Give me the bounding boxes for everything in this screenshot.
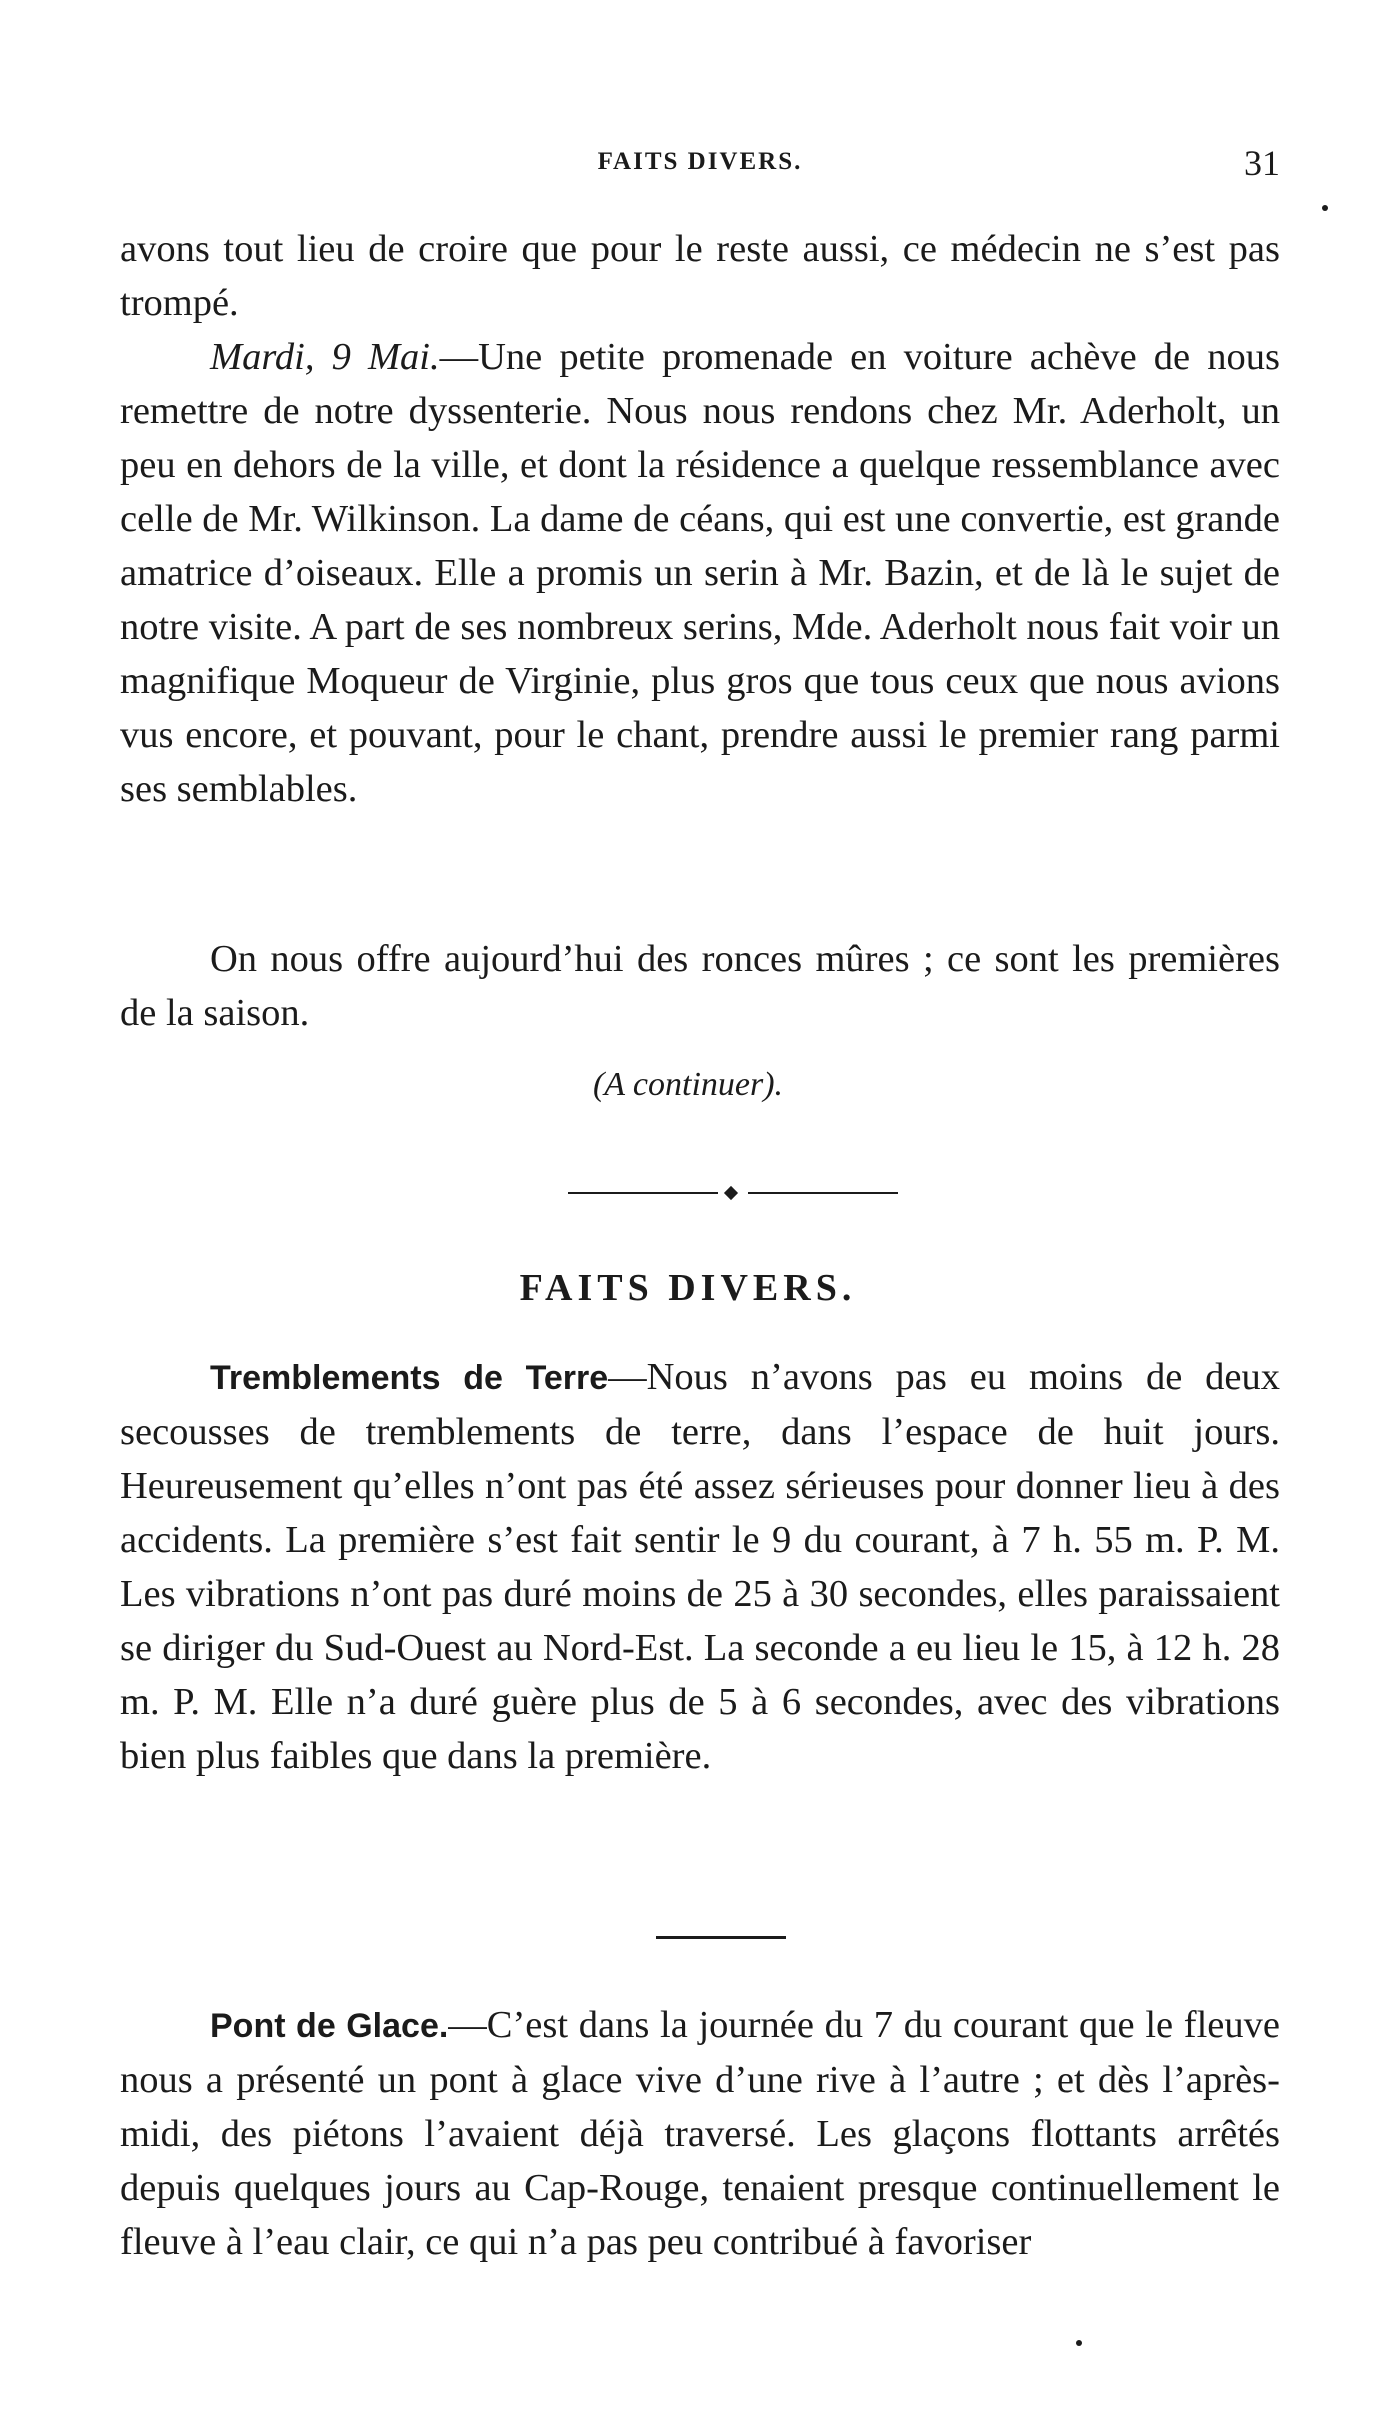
- ornament-line-right: [748, 1192, 898, 1194]
- ornament-divider: [568, 1188, 898, 1198]
- entry-mardi-date: Mardi, 9 Mai.: [210, 336, 440, 378]
- pont-body: —C’est dans la journée du 7 du courant que le fleuve nous a présenté un pont à glace vive d’une rive à l’autre ; et dès l’après-midi, des piétons l’avaient déjà traversé. Les glaçons flottants arrêtés depuis quelques jours au Cap-Rouge, tenaient presque continuellement le fleuve à l’eau clair, ce qui n’a pas peu contribué à favoriser: [120, 2004, 1280, 2263]
- continuation-text: avons tout lieu de croire que pour le reste aussi, ce médecin ne s’est pas trompé.: [120, 228, 1280, 324]
- tremblements-text: [120, 1350, 1280, 1783]
- pont-lead: Pont de Glace.: [210, 2007, 449, 2045]
- pont-text: [120, 1998, 1280, 2269]
- entry-mardi-body: —Une petite promenade en voiture achève de nous remettre de notre dyssenterie. Nous nous rendons chez Mr. Aderholt, un peu en dehors de la ville, et dont la résidence a quelque ressemblance avec celle de Mr. Wilkinson. La dame de céans, qui est une convertie, est grande amatrice d’oiseaux. Elle a promis un serin à Mr. Bazin, et de là le sujet de notre visite. A part de ses nombreux serins, Mde. Aderholt nous fait voir un magnifique Moqueur de Virginie, plus gros que tous ceux que nous avions vus encore, et pouvant, pour le chant, prendre aussi le premier rang parmi ses semblables.: [120, 336, 1280, 810]
- entry-ronces-paragraph: [120, 932, 1280, 1040]
- tremblements-lead: Tremblements de Terre: [210, 1359, 609, 1397]
- pont-paragraph: [120, 1998, 1280, 2269]
- continuer-note: (A continuer).: [592, 1066, 784, 1103]
- entry-mardi-text: [120, 330, 1280, 816]
- entry-ronces-text: On nous offre aujourd’hui des ronces mûres ; ce sont les premières de la saison.: [120, 938, 1280, 1034]
- continuation-paragraph: [120, 222, 1280, 330]
- tremblements-body: —Nous n’avons pas eu moins de deux secousses de tremblements de terre, dans l’espace de huit jours. Heureusement qu’elles n’ont pas été assez sérieuses pour donner lieu à des accidents. La première s’est fait sentir le 9 du courant, à 7 h. 55 m. P. M. Les vibrations n’ont pas duré moins de 25 à 30 secondes, elles paraissaient se diriger du Sud-Ouest au Nord-Est. La seconde a eu lieu le 15, à 12 h. 28 m. P. M. Elle n’a duré guère plus de 5 à 6 secondes, avec des vibrations bien plus faibles que dans la première.: [120, 1356, 1280, 1777]
- section-heading: FAITS DIVERS.: [519, 1267, 857, 1309]
- short-rule-divider: [656, 1936, 786, 1939]
- margin-speck: [1076, 2340, 1082, 2346]
- running-head: [120, 142, 1280, 190]
- ornament-line-left: [568, 1192, 718, 1194]
- running-title: FAITS DIVERS.: [597, 148, 803, 175]
- ornament-diamond-icon: [724, 1186, 738, 1200]
- margin-speck: [1322, 205, 1328, 211]
- tremblements-paragraph: [120, 1350, 1280, 1783]
- page-number: 31: [1244, 143, 1280, 183]
- entry-mardi-paragraph: [120, 330, 1280, 816]
